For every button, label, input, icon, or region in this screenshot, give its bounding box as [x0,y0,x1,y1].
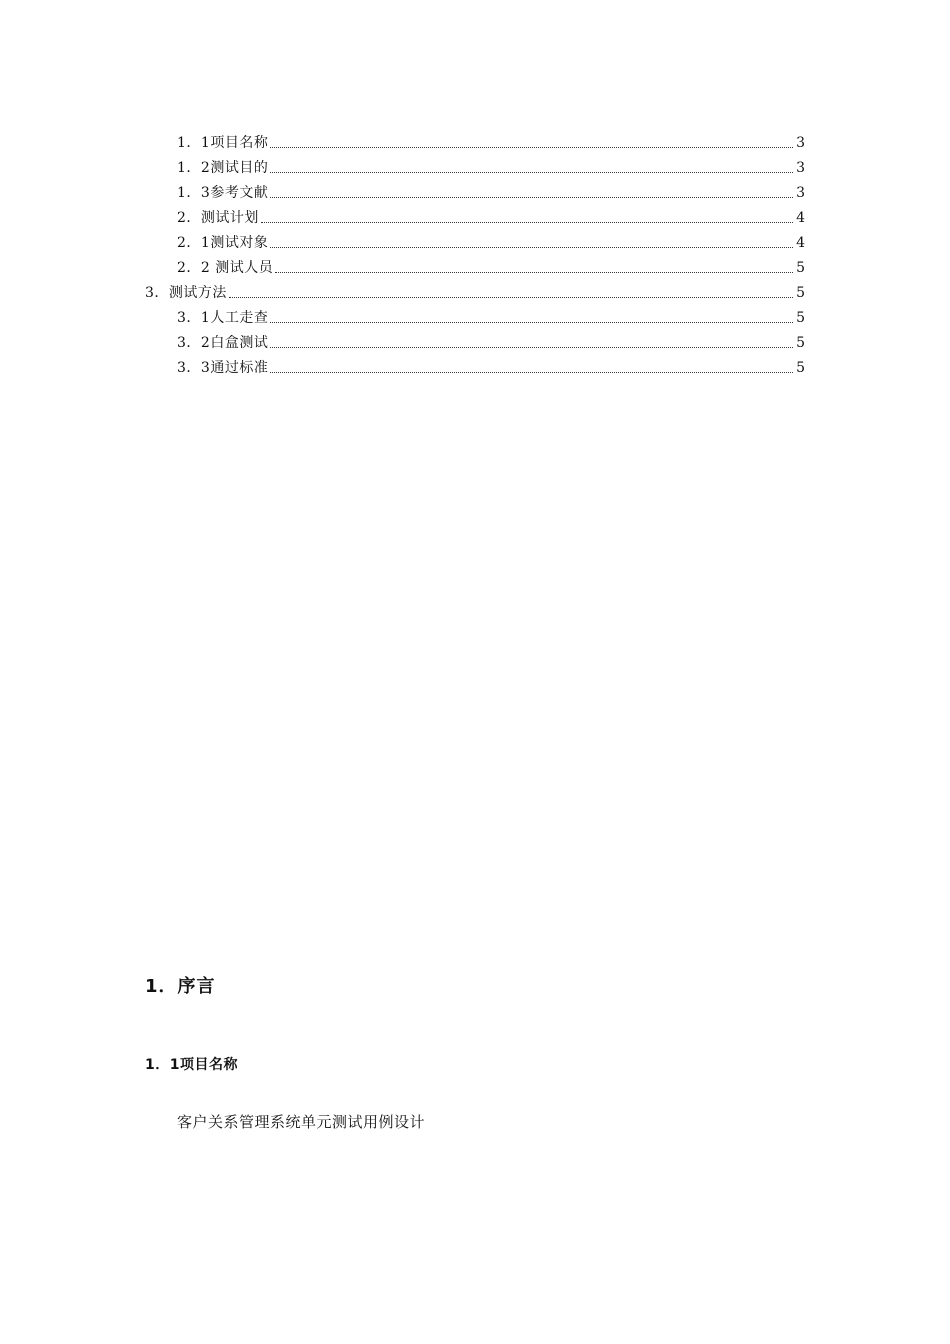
toc-entry-label: 2．1测试对象 [177,235,269,251]
body-paragraph: 客户关系管理系统单元测试用例设计 [177,1113,426,1131]
toc-page-number: 4 [796,235,805,251]
toc-entry[interactable] [0,152,950,177]
toc-page-number: 5 [796,260,805,276]
toc-entry-label: 2．2 测试人员 [177,260,274,276]
toc-entry-label: 3．1人工走查 [177,310,269,326]
toc-entry[interactable] [0,277,950,302]
toc-page-number: 5 [796,285,805,301]
toc-page-number: 5 [796,310,805,326]
toc-entry-label: 1．2测试目的 [177,160,269,176]
toc-entry[interactable] [0,227,950,252]
section-heading: 1．序言 [145,976,216,997]
toc-dot-leader [270,172,793,173]
toc-page-number: 5 [796,335,805,351]
toc-entry-label: 1．3参考文献 [177,185,269,201]
toc-entry[interactable] [0,252,950,277]
toc-entry-label: 3．测试方法 [145,285,227,301]
toc-entry[interactable] [0,302,950,327]
toc-dot-leader [270,247,793,248]
table-of-contents [0,127,950,377]
subsection-heading: 1．1项目名称 [145,1057,238,1073]
toc-dot-leader [275,272,793,273]
toc-entry[interactable] [0,202,950,227]
toc-entry[interactable] [0,352,950,377]
toc-entry-label: 3．3通过标准 [177,360,269,376]
toc-dot-leader [270,147,793,148]
toc-entry-label: 2．测试计划 [177,210,259,226]
toc-entry[interactable] [0,127,950,152]
toc-page-number: 3 [796,160,805,176]
toc-dot-leader [270,347,793,348]
toc-dot-leader [270,197,793,198]
toc-dot-leader [270,372,793,373]
toc-entry[interactable] [0,327,950,352]
toc-entry-label: 1．1项目名称 [177,135,269,151]
toc-page-number: 4 [796,210,805,226]
toc-page-number: 3 [796,135,805,151]
toc-dot-leader [270,322,793,323]
toc-entry-label: 3．2白盒测试 [177,335,269,351]
toc-entry[interactable] [0,177,950,202]
toc-dot-leader [229,297,793,298]
toc-page-number: 3 [796,185,805,201]
toc-page-number: 5 [796,360,805,376]
toc-dot-leader [261,222,793,223]
